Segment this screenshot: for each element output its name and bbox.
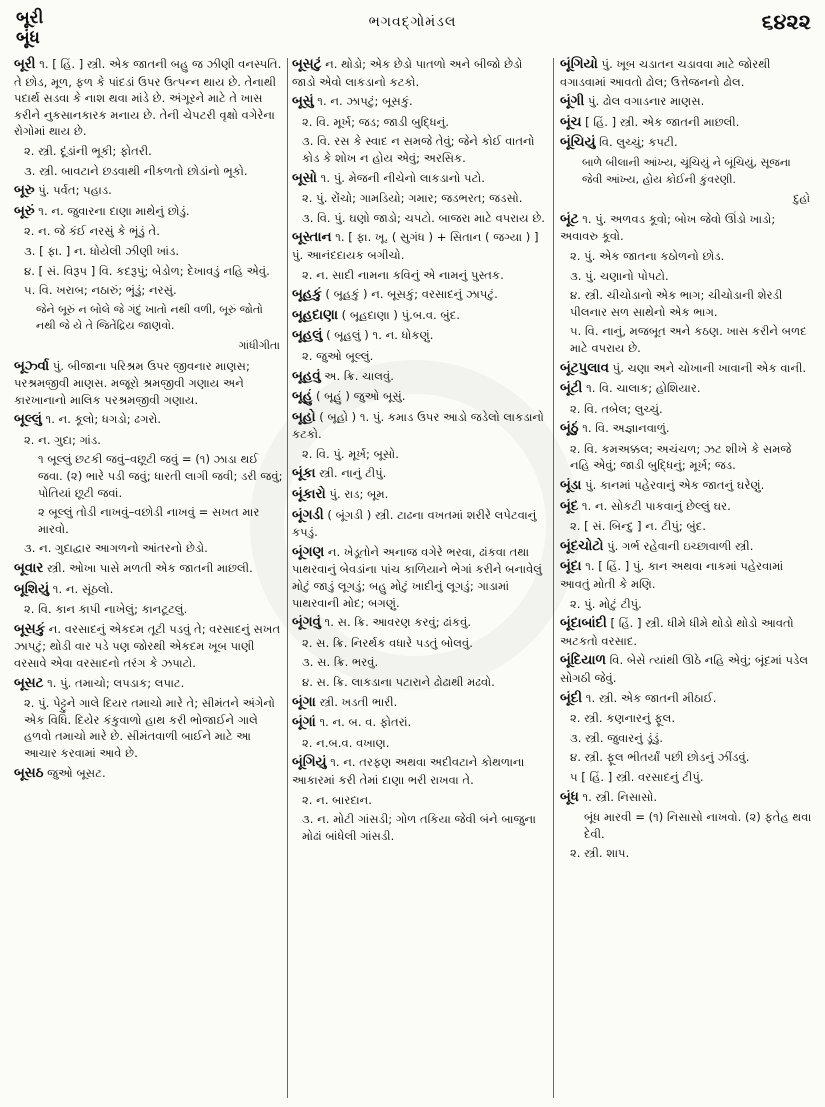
entry-sense xyxy=(14,282,284,299)
headword: બૂંદા xyxy=(560,559,582,575)
entry-sense xyxy=(292,446,549,463)
dictionary-entry xyxy=(14,358,284,409)
entry-text: ૧. સ. ક્રિ. આવરણ કરવું; ઢાંકવું. xyxy=(320,615,471,630)
entry-text: પું. ઢોલ વગાડનાર માણસ. xyxy=(584,94,705,109)
entry-text: ૪. [ સં. વિરૂપ ] વિ. કદરૂપું; બેડોળ; દેખાવડું નહિ એવું. xyxy=(24,263,270,278)
column-divider xyxy=(287,58,288,1098)
headword: બૂસઠ xyxy=(14,765,44,781)
headword: બૂસટું xyxy=(292,57,322,72)
dictionary-entry xyxy=(560,690,814,708)
headword: બૂંચિયું xyxy=(560,135,596,151)
entry-text: ૨. સ. ક્રિ. નિરર્થક વધારે પડતું બોલવું. xyxy=(302,635,473,650)
entry-text: ૫. વિ. નાનું, મજબૂત અને કઠણ. ખાસ કરીને બળદ માટે વપરાય છે. xyxy=(570,324,807,355)
headword: બૂસો xyxy=(292,170,317,186)
entry-text: ૧. ન. બ. વ. ફોતરાં. xyxy=(315,715,412,730)
entry-text: ન. વરસાદનું એકદમ તૂટી પડવું તે; વરસાદનું સખત ઝાપટું; થોડી વાર પડે પણ જોરથી એકદમ ખૂબ પાણી વરસાવે એવા વરસાદનો તરંગ કે ઝપાટો. xyxy=(14,621,281,670)
entry-sense xyxy=(292,735,549,752)
dictionary-entry xyxy=(560,477,814,495)
dictionary-entry xyxy=(292,486,549,504)
quotation-source xyxy=(560,191,814,208)
entry-sense xyxy=(14,695,284,761)
entry-idiom xyxy=(560,809,814,842)
entry-text: ૧. વિ. ચાલાક; હોશિયાર. xyxy=(582,381,701,396)
dictionary-entry xyxy=(292,465,549,483)
dictionary-entry xyxy=(560,789,814,807)
entry-sense xyxy=(292,190,549,207)
headword: બૂંટી xyxy=(560,381,583,397)
entry-text: ૨. ન. ગુદા; ગાંડ. xyxy=(24,432,101,447)
entry-sense xyxy=(560,845,814,862)
entry-text: ૪. સ્ત્રી. ફૂલ ભીતર્યાં પછી છોડનું ઝીંડવું. xyxy=(570,750,750,765)
dictionary-entry xyxy=(292,286,549,304)
entry-sense xyxy=(292,811,549,844)
headword: બૂંદ xyxy=(560,498,579,514)
headword: બૂલ્લું xyxy=(14,412,42,428)
entry-text: [ હિં. ] સ્ત્રી. ધીમે ધીમે થોડો થોડો આવતો અટકતો વરસાદ. xyxy=(560,616,794,648)
entry-sense xyxy=(560,518,814,535)
entry-text: સ્ત્રી. નાનું ટીપું. xyxy=(315,466,387,481)
entry-text: ૧. [ હિં. ] પું. કાન અથવા નાકમાં પહેરવામાં આવતું મોતી કે મણિ. xyxy=(560,559,784,592)
entry-sense xyxy=(560,268,814,285)
entry-sense xyxy=(560,749,814,766)
entry-text: ૧. ન. સૂંઠલો. xyxy=(49,581,114,596)
entry-text: ૧. ન. સોકટી પાકવાનું છેલ્લું ઘર. xyxy=(578,498,731,513)
headword: બૂંઠું xyxy=(560,421,579,437)
entry-text: ૩. સ્ત્રી. જુવારનું ડૂંડું. xyxy=(570,730,663,745)
dictionary-entry xyxy=(560,558,814,592)
entry-text: ૨ બૂલ્લું તોડી નાખવું–વછોડી નાખવું = સખત માર મારવો. xyxy=(38,505,260,536)
headword: બૂંકા xyxy=(292,466,316,482)
entry-sense xyxy=(560,248,814,265)
column-2 xyxy=(292,56,549,1102)
headword: બૂંચ xyxy=(560,114,582,130)
entry-text: ૨. પું. એક જાતના કઠોળનો છોડ. xyxy=(570,248,725,263)
headword: બૂરી xyxy=(14,57,36,72)
column-divider xyxy=(553,58,554,1098)
entry-text: પું. રાડ; બૂમ. xyxy=(325,487,389,502)
dictionary-entry xyxy=(292,507,549,541)
dictionary-entry xyxy=(292,694,549,712)
entry-text: ૨. ન.બ.વ. વખાણ. xyxy=(302,735,390,750)
dictionary-entry xyxy=(14,621,284,672)
dictionary-entry xyxy=(560,93,814,111)
entry-text: ૨. વિ. કાન કાપી નાખેલું; કાનટૂટલું. xyxy=(24,602,188,617)
entry-text: ૩. [ ફા. ] ન. ધોયેલી ઝીણી ખાંડ. xyxy=(24,243,180,258)
headword: બૂંગવું xyxy=(292,615,321,631)
entry-text: ૩. સ્ત્રી. બાવટાને છડવાથી નીકળતો છોડાંનો ભૂકો. xyxy=(24,163,248,178)
entry-text: ૨. વિ. પું. મૂર્ખ; બૂસો. xyxy=(302,446,399,461)
dictionary-entry xyxy=(560,211,814,245)
entry-quotation xyxy=(560,155,814,188)
entry-text: ૩. વિ. પું. ઘણો જાડો; ચપટો. બાજરા માટે વપરાય છે. xyxy=(302,210,545,225)
headword: બૂહો xyxy=(292,409,316,425)
entry-text: ૧. ન. ઝાપટું; બૂસકું. xyxy=(313,94,413,109)
dictionary-entry xyxy=(292,754,549,788)
dictionary-entry xyxy=(292,368,549,386)
guide-word-first: બૂરી xyxy=(16,8,44,28)
entry-text: પું. કાનમાં પહેરવાનું એક જાતનું ઘરેણું. xyxy=(581,478,765,493)
entry-text: ૨. સ્ત્રી. દૂંડાંની ભૂકી; ફોતરી. xyxy=(24,143,152,158)
entry-text: ૨. વિ. તબેલ; લુચ્ચું. xyxy=(570,401,663,416)
dictionary-entry xyxy=(14,182,284,200)
entry-text: ૨. સ્ત્રી. શાપ. xyxy=(570,846,630,861)
entry-text: ૩. પું. ચણાનો પોપટો. xyxy=(570,268,669,283)
entry-text: જુઓ બૂસટ. xyxy=(43,765,106,780)
entry-idiom xyxy=(14,451,284,501)
headword: બૂવાર xyxy=(14,561,44,577)
entry-text: ૧. સ્ત્રી. નિસાસો. xyxy=(578,789,658,804)
entry-sense xyxy=(14,601,284,618)
entry-sense xyxy=(560,287,814,320)
entry-text: અ. ક્રિ. ચાલવું. xyxy=(320,368,394,383)
entry-text: દુહો xyxy=(793,192,810,206)
entry-text: ૩. સ. ક્રિ. ભરવું. xyxy=(302,655,379,670)
entry-sense xyxy=(292,114,549,131)
entry-sense xyxy=(14,243,284,260)
entry-text: ન. ખેડૂતોને અનાજ વગેરે ભરવા, ઢાંકવા તથા પાથરવાનું બેવડાંના પાંચ કાળિયાને ભેગાં કરીને બનાવેલું મોટું જાડું લૂગડું; બહુ મોટું ખાદીનું લૂગડું; ગાડામાં પાથરવાની મોદ; બગણું. xyxy=(292,544,543,610)
dictionary-entry xyxy=(14,560,284,578)
headword: બૂંધ xyxy=(560,789,579,805)
headword: બૂરું xyxy=(14,203,35,219)
dictionary-entry xyxy=(292,307,549,325)
dictionary-entry xyxy=(292,93,549,111)
headword: બૂંગિયું xyxy=(292,755,327,771)
entry-text: ૩. ન. મોટી ગાંસડી; ગોળ તકિયા જેવી બંને બાજુના મોઢાં બાંધેલી ગાંસડી. xyxy=(302,812,536,843)
entry-sense xyxy=(292,654,549,671)
entry-text: ૧. સ્ત્રી. એક જાતની મીઠાઈ. xyxy=(582,690,717,705)
entry-text: બાળે બીલાની આંખ્ય, ચૂંચિયું ને બૂંચિયું, સૂજના જેવી આંખ્ય, હોય કોઈની કુંવરણી. xyxy=(582,155,791,186)
entry-sense xyxy=(14,223,284,240)
entry-text: ૧ બૂલ્લું છટકી જવું–વછૂટી જવું = (૧) ઝાડા થઈ જવા. (૨) ભારે પડી જવું; ધારતી લાગી જવી; ડરી જવું; પોતિયાં છૂટી જવાં. xyxy=(38,452,283,500)
headword: બૂંટ xyxy=(560,211,579,227)
entry-text: ૩. ન. ગુદાદ્વાર આગળનો આંતરનો છેડો. xyxy=(24,541,208,556)
dictionary-entry xyxy=(560,134,814,152)
entry-sense xyxy=(292,267,549,284)
entry-text: સ્ત્રી. ખડતી ભારી. xyxy=(315,694,398,709)
headword: બૂશિયું xyxy=(14,581,50,597)
entry-text: પું. બીજાના પરિશ્રમ ઉપર જીવનાર માણસ; પરશ્રમજીવી માણસ. મજૂરો શ્રમજીવી ગણાય અને કારખાનાનો માલિક પરશ્રમજીવી ગણાય. xyxy=(14,358,250,407)
dictionary-entry xyxy=(292,170,549,188)
entry-text: ૧. [ ફા. ખૂ. ( સુગંધ ) + સિતાન ( જગ્યા ) ] પું. આનંદદાયક બગીચો. xyxy=(292,230,539,262)
entry-sense xyxy=(14,263,284,280)
entry-text: ૧. વિ. અજ્ઞાનવાળું. xyxy=(578,421,670,436)
entry-sense xyxy=(292,635,549,652)
dictionary-entry xyxy=(560,114,814,132)
entry-text: વિ. બેસે ત્યાંથી ઊઠે નહિ એવું; બૂંદમાં પડેલ સોગઠી જેવું. xyxy=(560,653,809,685)
entry-sense xyxy=(14,432,284,449)
dictionary-entry xyxy=(560,498,814,516)
entry-sense xyxy=(292,674,549,691)
entry-text: ૨. ન. બારદાન. xyxy=(302,792,372,807)
dictionary-entry xyxy=(292,388,549,406)
entry-text: પું. ગર્ભ રહેવાની ઇચ્છાવાળી સ્ત્રી. xyxy=(603,538,754,553)
entry-sense xyxy=(14,143,284,160)
headword: બૂંદચોટો xyxy=(560,538,604,554)
page-title: ભગવદ્ગોમંડલ xyxy=(368,14,457,30)
dictionary-entry xyxy=(14,581,284,599)
page-header xyxy=(0,0,825,52)
entry-text: ( બૂંગડી ) સ્ત્રી. ટાઢના વખતમાં શરીરે લપેટવાનું કપડું. xyxy=(292,507,537,540)
entry-text: ગાંધીગીતા xyxy=(238,338,280,352)
entry-sense xyxy=(292,792,549,809)
entry-text: સ્ત્રી. ઓખા પાસે મળતી એક જાતની માછલી. xyxy=(43,561,253,576)
entry-text: બૂંધ મારવી = (૧) નિસાસો નાખવો. (૨) ફતેહ થવા દેવી. xyxy=(584,810,812,841)
entry-sense xyxy=(560,710,814,727)
headword: બૂહલું xyxy=(292,328,323,344)
entry-text: જેને બૂરું ન બોલે જે ગંદું ખાતો નથી વળી, બૂરું જોતો નથી જે યે તે જિતેંદ્રિય જાણવો. xyxy=(36,302,263,333)
column-1 xyxy=(14,56,284,1102)
dictionary-entry xyxy=(292,56,549,90)
headword: બૂંગડી xyxy=(292,507,324,523)
entry-text: ૧. [ હિં. ] સ્ત્રી. એક જાતની બહુ જ ઝીણી વનસ્પતિ. તે છોડ, મૂળ, ફળ કે પાંદડાં ઉપર ઉત્પન્ન થાય છે. તેનાથી પદાર્થ સડવા કે નાશ થવા માંડે છે. અંગૂરને માટે તે ખાસ કરીને નુકસાનકારક મનાય છે. તેની ચેપટરી વૃક્ષો વગેરેના રોગોમાં થાય છે. xyxy=(14,57,282,139)
entry-text: ન. થોડો; એક છેડો પાતળો અને બીજો છેડો જાડો એવો લાકડાનો કટકો. xyxy=(292,57,523,89)
entry-text: ૪. સ. ક્રિ. લાકડાના પટારાને ઢોઢાથી મઢવો. xyxy=(302,675,495,689)
headword: બૂસટ xyxy=(14,675,44,691)
page-number: ૬૪૨૨ xyxy=(761,10,811,34)
entry-text: ૪. સ્ત્રી. ચીચોડાનો એક ભાગ; ચીચોડાની શેરડી પીલનાર સળ સાથેનો એક ભાગ. xyxy=(570,288,783,319)
headword: બૂસકું xyxy=(14,621,46,637)
headword: બૂર્ઝ્વા xyxy=(14,358,50,374)
entry-sense xyxy=(560,323,814,356)
entry-sense xyxy=(560,441,814,474)
headword: બૂંગાં xyxy=(292,715,316,731)
dictionary-entry xyxy=(292,327,549,345)
headword: બૂંગી xyxy=(560,94,585,110)
entry-text: પું. ખૂબ ચડાતન ચડાવવા માટે જોરથી વગાડવામાં આવતો ઢોલ; ઉત્તેજનનો ઢોલ. xyxy=(560,57,771,89)
entry-text: ૧. પું. અળવડ કૂવો; બોખ જેવો ઊંડો ખાડો; અવાવરુ કૂવો. xyxy=(560,211,776,244)
headword: બૂંદી xyxy=(560,690,583,706)
entry-sense xyxy=(292,210,549,227)
entry-text: ૨. ન. જે કંઈ નરસું કે ભૂંડું તે. xyxy=(24,224,160,239)
entry-sense xyxy=(14,540,284,557)
entry-text: ૨. ન. સાદી નામના કવિનું એ નામનું પુસ્તક. xyxy=(302,267,504,282)
entry-text: ૧. પું. તમાચો; લપડાક; લપાટ. xyxy=(43,675,185,690)
entry-sense xyxy=(560,401,814,418)
dictionary-entry xyxy=(560,615,814,649)
headword: બૂંદાબાંદી xyxy=(560,616,607,632)
entry-idiom xyxy=(14,504,284,537)
headword: બૂસ્તાન xyxy=(292,230,332,246)
entry-text: ૨. વિ. મૂર્ખ; જડ; જાડી બુદ્ધિનું. xyxy=(302,114,450,129)
dictionary-entry xyxy=(292,229,549,263)
dictionary-entry xyxy=(292,714,549,732)
entry-text: ( બૂહલું ) ૧. ન. ધોકણું. xyxy=(322,328,434,343)
dictionary-entry xyxy=(14,411,284,429)
dictionary-entry xyxy=(292,614,549,632)
entry-text: ૧. પું. મેજની નીચેનો લાકડાનો પટો. xyxy=(316,170,485,185)
entry-text: ૫ [ હિં. ] સ્ત્રી. વરસાદનું ટીપું. xyxy=(570,769,704,784)
dictionary-entry xyxy=(560,360,814,378)
entry-text: ૩. વિ. રસ કે સ્વાદ ન સમજે તેવું; જેને કોઈ વાતનો કોડ કે શોખ ન હોય એવું; અરસિક. xyxy=(302,134,535,165)
entry-sense xyxy=(560,769,814,786)
dictionary-entry xyxy=(14,203,284,221)
dictionary-entry xyxy=(14,765,284,783)
dictionary-entry xyxy=(560,420,814,438)
dictionary-entry xyxy=(560,538,814,556)
headword: બૂંડા xyxy=(560,478,582,494)
entry-text: ૨. [ સં. બિન્દુ ] ન. ટીપું; બુંદ. xyxy=(570,519,706,534)
dictionary-entry xyxy=(292,409,549,443)
entry-text: ( બૂહું ) જુઓ બૂસું. xyxy=(312,389,406,404)
headword: બૂંગિયો xyxy=(560,57,598,72)
headword: બૂહવું xyxy=(292,368,321,384)
headword: બૂંદિયાળ xyxy=(560,653,606,669)
entry-text: વિ. લુચ્ચું; કપટી. xyxy=(595,135,678,150)
entry-sense xyxy=(14,163,284,180)
entry-sense xyxy=(292,133,549,166)
entry-text: ૨. જુઓ બૂલ્લું. xyxy=(302,348,374,363)
entry-text: પું. પર્વત; પહાડ. xyxy=(34,183,112,198)
entry-text: ( બૂહદાણા ) પું.બ.વ. બુંદ. xyxy=(338,307,460,322)
entry-text: ( બૂહકું ) ન. બૂસકું; વરસાદનું ઝાપટું. xyxy=(321,287,498,302)
column-3 xyxy=(560,56,814,1102)
entry-text: ૧. ન. કૂલો; ધગડો; ઢગરો. xyxy=(41,412,162,427)
headword: બૂરુ xyxy=(14,183,35,199)
headword: બૂહદાણા xyxy=(292,307,338,323)
entry-sense xyxy=(292,348,549,365)
entry-text: ૧. ન. તરફણ અથવા અદીવટાને કોથળાના આકારમાં કરી તેમાં દાણા ભરી રાખવા તે. xyxy=(292,755,525,787)
quotation-source xyxy=(14,338,284,355)
headword: બૂંગા xyxy=(292,694,316,710)
entry-text: [ હિં. ] સ્ત્રી. એક જાતની માછલી. xyxy=(581,114,740,129)
dictionary-entry xyxy=(14,675,284,693)
dictionary-entry xyxy=(560,56,814,90)
headword: બૂંટપુલાવ xyxy=(560,360,609,376)
entry-text: ૫. વિ. ખરાબ; નઠારું; ભૂંડું; નરસું. xyxy=(24,283,177,298)
entry-text: ૨. પું. મોટું ટીપું. xyxy=(570,596,642,611)
entry-text: ૨. પું. પેટ્ટુને ગાલે દિયર તમાચો મારે તે; સીમંતને અંગેનો એક વિધિ. દિયેર કંકુવાળો હાથ કરી ભોજાઈને ગાલે હળવો તમાચો મારે છે. સીમંતવાળી બાઈને માટે આ આચાર કરવામાં આવે છે. xyxy=(24,696,275,760)
headword: બૂંગણ xyxy=(292,544,325,560)
entry-text: ( બૂહો ) ૧. પું. કમાડ ઉપર આડો જડેલો લાકડાનો કટકો. xyxy=(292,409,544,442)
entry-text: પું. ચણા અને ચોખાની ખાવાની એક વાની. xyxy=(608,360,807,375)
headword: બૂહકું xyxy=(292,287,322,303)
dictionary-entry xyxy=(14,56,284,140)
entry-sense xyxy=(560,730,814,747)
dictionary-entry xyxy=(292,544,549,611)
entry-text: ૧. ન. જુવારના દાણા માથેનું છોડું. xyxy=(34,203,190,218)
entry-text: ૨. વિ. કમઅક્કલ; અચંચળ; ઝટ શીખે કે સમજે નહિ એવું; જાડી બુદ્ધિનું; મૂર્ખ; જડ. xyxy=(570,441,792,473)
dictionary-entry xyxy=(560,652,814,686)
dictionary-entry xyxy=(560,380,814,398)
entry-text: ૨. સ્ત્રી. કણનારનું ફૂલ. xyxy=(570,711,676,726)
headword: બૂહું xyxy=(292,389,313,405)
guide-word-last: બૂંધ xyxy=(16,28,40,48)
entry-sense xyxy=(560,596,814,613)
entry-text: ૨. પું. રોંચો; ગામડિયો; ગમાર; જડભરત; જડસો. xyxy=(302,191,523,206)
entry-quotation xyxy=(14,302,284,335)
headword: બૂસું xyxy=(292,94,314,110)
headword: બૂંકારો xyxy=(292,487,326,503)
